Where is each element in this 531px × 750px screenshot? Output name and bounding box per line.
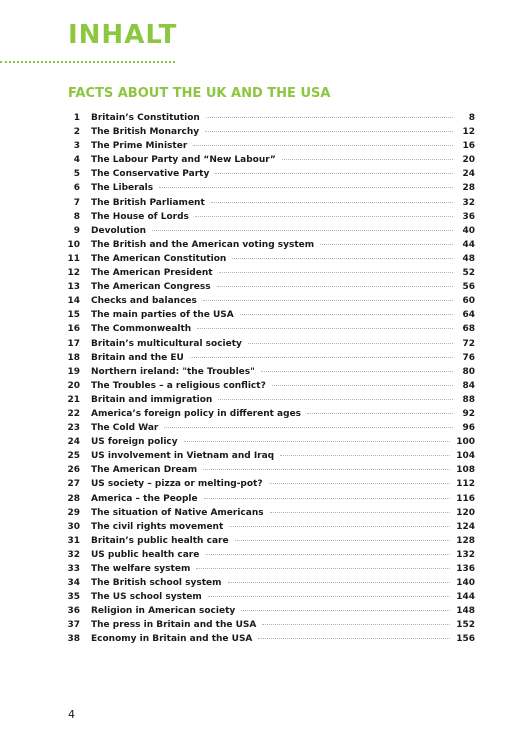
toc-leader-dots	[184, 441, 451, 442]
toc-entry-page: 36	[462, 211, 475, 222]
toc-entry-number: 2	[73, 127, 80, 138]
toc-entry[interactable]	[60, 618, 475, 632]
toc-entry-page: 128	[456, 535, 475, 546]
toc-entry-number: 17	[67, 338, 80, 349]
toc-leader-dots	[261, 371, 453, 372]
toc-entry-title[interactable]: Britain and the EU	[91, 352, 184, 363]
toc-entry-title[interactable]: The civil rights movement	[91, 521, 224, 532]
toc-entry-page: 96	[462, 423, 475, 434]
toc-entry[interactable]	[60, 210, 475, 224]
toc-entry-number: 4	[73, 155, 80, 166]
toc-entry-number: 12	[67, 268, 80, 279]
toc-entry-number: 20	[67, 380, 80, 391]
toc-entry-page: 24	[462, 169, 475, 180]
page-title: INHALT	[68, 20, 178, 50]
toc-entry-number: 36	[67, 606, 80, 617]
toc-leader-dots	[196, 568, 450, 569]
toc-entry-title[interactable]: US involvement in Vietnam and Iraq	[91, 451, 275, 462]
toc-entry-page: 32	[462, 197, 475, 208]
toc-leader-dots	[248, 343, 453, 344]
toc-entry-page: 52	[462, 268, 475, 279]
toc-entry-page: 144	[456, 592, 475, 603]
toc-entry-title[interactable]: Checks and balances	[91, 296, 197, 307]
toc-leader-dots	[307, 413, 453, 414]
toc-entry[interactable]	[60, 322, 475, 336]
toc-entry-title[interactable]: The main parties of the USA	[91, 310, 234, 321]
toc-leader-dots	[211, 202, 453, 203]
toc-entry-page: 100	[456, 437, 475, 448]
toc-entry-title[interactable]: The American Dream	[91, 465, 198, 476]
toc-entry-number: 16	[67, 324, 80, 335]
toc-entry[interactable]	[60, 435, 475, 449]
toc-entry-title[interactable]: The Prime Minister	[91, 141, 188, 152]
toc-entry-page: 120	[456, 507, 475, 518]
toc-entry[interactable]	[60, 238, 475, 252]
toc-entry-title[interactable]: Religion in American society	[91, 606, 236, 617]
toc-entry[interactable]	[60, 153, 475, 167]
toc-entry[interactable]	[60, 139, 475, 153]
toc-entry-number: 32	[67, 549, 80, 560]
toc-entry-number: 34	[67, 578, 80, 589]
toc-entry-page: 148	[456, 606, 475, 617]
toc-entry-page: 156	[456, 634, 475, 645]
toc-leader-dots	[240, 314, 453, 315]
toc-entry-page: 80	[462, 366, 475, 377]
toc-entry-title[interactable]: America’s foreign policy in different ages	[91, 408, 302, 419]
toc-entry-title[interactable]: The Cold War	[91, 423, 159, 434]
toc-entry[interactable]	[60, 365, 475, 379]
toc-entry-page: 12	[462, 127, 475, 138]
toc-entry[interactable]	[60, 632, 475, 646]
toc-entry[interactable]	[60, 421, 475, 435]
toc-entry[interactable]	[60, 224, 475, 238]
toc-entry-page: 48	[462, 253, 475, 264]
toc-entry-title[interactable]: The American Constitution	[91, 253, 227, 264]
toc-leader-dots	[215, 173, 453, 174]
toc-leader-dots	[197, 328, 453, 329]
toc-entry-page: 88	[462, 394, 475, 405]
toc-entry[interactable]	[60, 337, 475, 351]
toc-entry[interactable]	[60, 520, 475, 534]
toc-leader-dots	[235, 540, 451, 541]
toc-leader-dots	[232, 258, 453, 259]
toc-leader-dots	[218, 399, 453, 400]
toc-entry[interactable]	[60, 407, 475, 421]
toc-entry-page: 92	[462, 408, 475, 419]
toc-entry-page: 136	[456, 564, 475, 574]
toc-entry[interactable]	[60, 477, 475, 491]
toc-entry[interactable]	[60, 196, 475, 210]
toc-leader-dots	[228, 582, 451, 583]
toc-entry-page: 140	[456, 578, 475, 589]
toc-entry-title[interactable]: Britain’s public health care	[91, 535, 229, 546]
toc-entry-number: 10	[67, 239, 80, 250]
toc-entry-number: 7	[73, 197, 80, 208]
toc-entry-number: 6	[73, 183, 80, 194]
toc-entry-number: 27	[67, 479, 80, 490]
toc-entry-page: 28	[462, 183, 475, 194]
toc-leader-dots	[270, 512, 451, 513]
toc-entry-page: 152	[456, 620, 475, 631]
toc-entry-number: 8	[73, 211, 80, 222]
toc-leader-dots	[272, 385, 453, 386]
toc-leader-dots	[269, 483, 451, 484]
toc-entry-title[interactable]: Britain’s multicultural society	[91, 338, 242, 349]
toc-leader-dots	[203, 469, 450, 470]
toc-entry-number: 38	[67, 634, 80, 645]
toc-entry[interactable]	[60, 111, 475, 125]
toc-entry-title[interactable]: The Liberals	[91, 183, 154, 194]
toc-leader-dots	[229, 526, 450, 527]
toc-entry-title[interactable]: The Labour Party and “New Labour”	[91, 155, 276, 166]
toc-entry[interactable]	[60, 351, 475, 365]
toc-entry-title[interactable]: Economy in Britain and the USA	[91, 634, 253, 645]
toc-leader-dots	[280, 455, 450, 456]
toc-entry[interactable]	[60, 308, 475, 322]
toc-entry-number: 23	[67, 423, 80, 434]
toc-entry-title[interactable]: US society – pizza or melting-pot?	[91, 479, 263, 490]
toc-entry-page: 64	[462, 310, 475, 321]
toc-entry[interactable]	[60, 379, 475, 393]
toc-entry[interactable]	[60, 604, 475, 618]
toc-entry-title[interactable]: The situation of Native Americans	[91, 507, 264, 518]
toc-leader-dots	[204, 498, 451, 499]
toc-leader-dots	[205, 131, 453, 132]
table-of-contents	[60, 111, 475, 647]
toc-entry[interactable]	[60, 167, 475, 181]
toc-entry[interactable]	[60, 294, 475, 308]
toc-entry[interactable]	[60, 548, 475, 562]
toc-entry-title[interactable]: America – the People	[91, 493, 198, 504]
toc-entry-page: 112	[456, 479, 475, 490]
toc-leader-dots	[258, 638, 450, 639]
toc-entry-title[interactable]: The Conservative Party	[91, 169, 210, 180]
toc-entry[interactable]	[60, 506, 475, 520]
toc-entry-title[interactable]: The American President	[91, 268, 213, 279]
toc-entry-title[interactable]: Britain and immigration	[91, 394, 213, 405]
toc-entry-number: 30	[67, 521, 80, 532]
toc-entry[interactable]	[60, 492, 475, 506]
toc-leader-dots	[217, 286, 453, 287]
toc-entry-page: 60	[462, 296, 475, 307]
toc-leader-dots	[203, 300, 453, 301]
toc-entry-title[interactable]: The American Congress	[91, 282, 211, 293]
toc-entry[interactable]	[60, 280, 475, 294]
toc-entry-number: 21	[67, 394, 80, 405]
toc-entry-page: 40	[462, 225, 475, 236]
toc-entry[interactable]	[60, 252, 475, 266]
toc-leader-dots	[205, 554, 450, 555]
toc-entry-page: 44	[462, 239, 475, 250]
toc-entry-title[interactable]: US foreign policy	[91, 437, 178, 448]
toc-entry-number: 37	[67, 620, 80, 631]
toc-entry-title[interactable]: The British Parliament	[91, 197, 205, 208]
toc-entry-page: 84	[462, 380, 475, 391]
toc-entry-number: 33	[67, 564, 80, 574]
toc-entry-number: 14	[67, 296, 80, 307]
toc-entry-title[interactable]: The Troubles – a religious conflict?	[91, 380, 266, 391]
toc-entry-title[interactable]: The British school system	[91, 578, 222, 589]
toc-entry-page: 56	[462, 282, 475, 293]
toc-entry[interactable]	[60, 463, 475, 477]
toc-entry-number: 11	[67, 253, 80, 264]
toc-entry-number: 31	[67, 535, 80, 546]
toc-leader-dots	[282, 159, 453, 160]
section-heading: FACTS ABOUT THE UK AND THE USA	[68, 86, 331, 101]
toc-leader-dots	[262, 624, 450, 625]
toc-entry-title[interactable]: The welfare system	[91, 564, 191, 574]
toc-entry-page: 8	[468, 113, 475, 123]
toc-entry-page: 124	[456, 521, 475, 532]
toc-entry-number: 29	[67, 507, 80, 518]
toc-leader-dots	[190, 357, 453, 358]
toc-entry-number: 35	[67, 592, 80, 603]
toc-entry-title[interactable]: US public health care	[91, 549, 200, 560]
toc-entry-number: 19	[67, 366, 80, 377]
toc-entry-number: 1	[73, 113, 80, 123]
toc-leader-dots	[159, 187, 453, 188]
toc-entry-number: 24	[67, 437, 80, 448]
toc-leader-dots	[193, 145, 453, 146]
toc-entry[interactable]	[60, 181, 475, 195]
toc-entry-number: 5	[73, 169, 80, 180]
toc-entry[interactable]	[60, 534, 475, 548]
toc-entry-number: 13	[67, 282, 80, 293]
toc-entry-page: 104	[456, 451, 475, 462]
toc-entry-number: 26	[67, 465, 80, 476]
page-number: 4	[68, 708, 75, 721]
toc-leader-dots	[206, 117, 453, 118]
toc-entry[interactable]	[60, 562, 475, 576]
toc-entry[interactable]	[60, 590, 475, 604]
toc-entry-page: 20	[462, 155, 475, 166]
title-divider	[0, 61, 175, 63]
toc-entry-number: 28	[67, 493, 80, 504]
toc-entry-number: 9	[73, 225, 80, 236]
toc-entry-title[interactable]: The Commonwealth	[91, 324, 192, 335]
toc-entry-title[interactable]: Devolution	[91, 225, 147, 236]
toc-entry-number: 3	[73, 141, 80, 152]
toc-entry-title[interactable]: Northern ireland: "the Troubles"	[91, 366, 255, 377]
toc-entry-title[interactable]: The press in Britain and the USA	[91, 620, 257, 631]
toc-entry[interactable]	[60, 449, 475, 463]
toc-leader-dots	[195, 216, 453, 217]
toc-entry-number: 22	[67, 408, 80, 419]
toc-entry[interactable]	[60, 125, 475, 139]
toc-entry-title[interactable]: The House of Lords	[91, 211, 189, 222]
toc-entry-number: 25	[67, 451, 80, 462]
toc-leader-dots	[152, 230, 453, 231]
toc-entry[interactable]	[60, 393, 475, 407]
toc-entry-page: 68	[462, 324, 475, 335]
toc-leader-dots	[219, 272, 453, 273]
toc-leader-dots	[241, 610, 450, 611]
toc-entry-title[interactable]: The British and the American voting system	[91, 239, 315, 250]
toc-entry-title[interactable]: The US school system	[91, 592, 202, 603]
toc-entry-number: 18	[67, 352, 80, 363]
toc-entry-page: 116	[456, 493, 475, 504]
toc-entry-title[interactable]: The British Monarchy	[91, 127, 200, 138]
toc-entry[interactable]	[60, 576, 475, 590]
toc-entry-title[interactable]: Britain’s Constitution	[91, 113, 200, 123]
toc-entry-number: 15	[67, 310, 80, 321]
toc-entry-page: 72	[462, 338, 475, 349]
toc-entry-page: 132	[456, 549, 475, 560]
toc-leader-dots	[320, 244, 453, 245]
toc-entry-page: 108	[456, 465, 475, 476]
toc-leader-dots	[208, 596, 450, 597]
toc-entry-page: 16	[462, 141, 475, 152]
toc-entry-page: 76	[462, 352, 475, 363]
toc-leader-dots	[164, 427, 453, 428]
toc-entry[interactable]	[60, 266, 475, 280]
